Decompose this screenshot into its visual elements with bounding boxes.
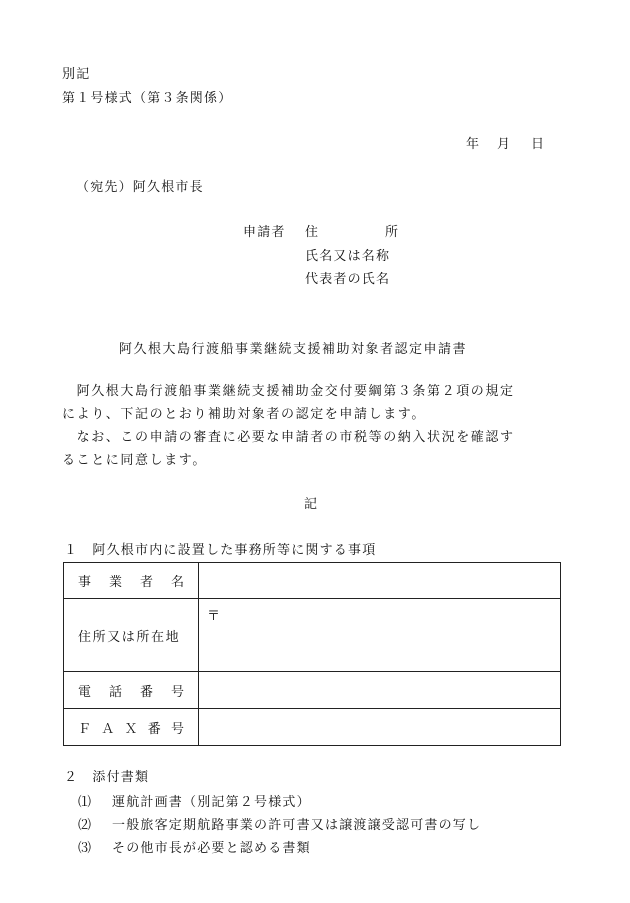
label-char: 号 <box>170 721 184 737</box>
table-row-business-name <box>64 563 561 599</box>
paragraph-line-1: 阿久根大島行渡船事業継続支援補助金交付要綱第３条第２項の規定 <box>62 384 515 399</box>
date-day-label: 日 <box>531 137 545 152</box>
address-label-right: 所 <box>385 225 399 240</box>
label-char: 業 <box>108 575 122 590</box>
attachment-item-number: ⑵ <box>78 818 92 833</box>
phone-field[interactable] <box>199 672 561 709</box>
label-char: Ｆ <box>78 721 92 737</box>
date-year-label: 年 <box>466 137 480 152</box>
label-char: 者 <box>139 575 153 590</box>
business-name-field[interactable] <box>199 563 561 599</box>
name-label: 氏名又は名称 <box>305 249 391 264</box>
business-info-table <box>63 562 561 746</box>
address-label-cell <box>64 599 199 672</box>
document-title: 阿久根大島行渡船事業継続支援補助対象者認定申請書 <box>119 342 468 357</box>
attachment-item-text: 運航計画書（別記第２号様式） <box>112 795 311 810</box>
table-row-fax <box>64 709 561 746</box>
attachment-item-number: ⑴ <box>78 795 92 810</box>
postal-mark: 〒 <box>207 609 221 624</box>
table-row-phone <box>64 672 561 709</box>
label-char: 番 <box>139 684 153 700</box>
attachment-item-text: 一般旅客定期航路事業の許可書又は譲渡譲受認可書の写し <box>112 818 482 833</box>
fax-field[interactable] <box>199 709 561 746</box>
attachment-item-number: ⑶ <box>78 841 92 856</box>
attachment-item-text: その他市長が必要と認める書類 <box>112 841 311 856</box>
annex-label: 別記 <box>62 67 91 82</box>
fax-label <box>64 709 199 746</box>
paragraph-line-2: により、下記のとおり補助対象者の認定を申請します。 <box>62 407 426 422</box>
ki-label: 記 <box>304 497 318 512</box>
label-char: 電 <box>78 684 92 700</box>
label-char: Ｘ <box>124 721 138 737</box>
label-char: 話 <box>108 684 122 700</box>
label-char: Ａ <box>101 721 115 737</box>
label-char: 番 <box>147 721 161 737</box>
paragraph-line-3: なお、この申請の審査に必要な申請者の市税等の納入状況を確認す <box>62 430 515 445</box>
section-1-heading: １ 阿久根市内に設置した事務所等に関する事項 <box>64 543 377 558</box>
label-char: 号 <box>170 684 184 700</box>
applicant-role-label: 申請者 <box>243 225 286 240</box>
phone-label <box>64 672 199 709</box>
representative-label: 代表者の氏名 <box>305 272 391 287</box>
date-month-label: 月 <box>497 137 511 152</box>
addressee: （宛先）阿久根市長 <box>76 180 204 195</box>
table-row-address <box>64 599 561 672</box>
form-number: 第１号様式（第３条関係） <box>62 91 233 106</box>
label-char: 名 <box>170 575 184 590</box>
address-label-left: 住 <box>305 225 319 240</box>
address-location-label: 住所又は所在地 <box>78 629 181 645</box>
label-char: 事 <box>78 575 92 590</box>
paragraph-line-4: ることに同意します。 <box>62 453 207 468</box>
business-name-label <box>64 563 199 599</box>
section-2-heading: ２ 添付書類 <box>64 770 150 785</box>
address-field[interactable] <box>199 599 561 672</box>
